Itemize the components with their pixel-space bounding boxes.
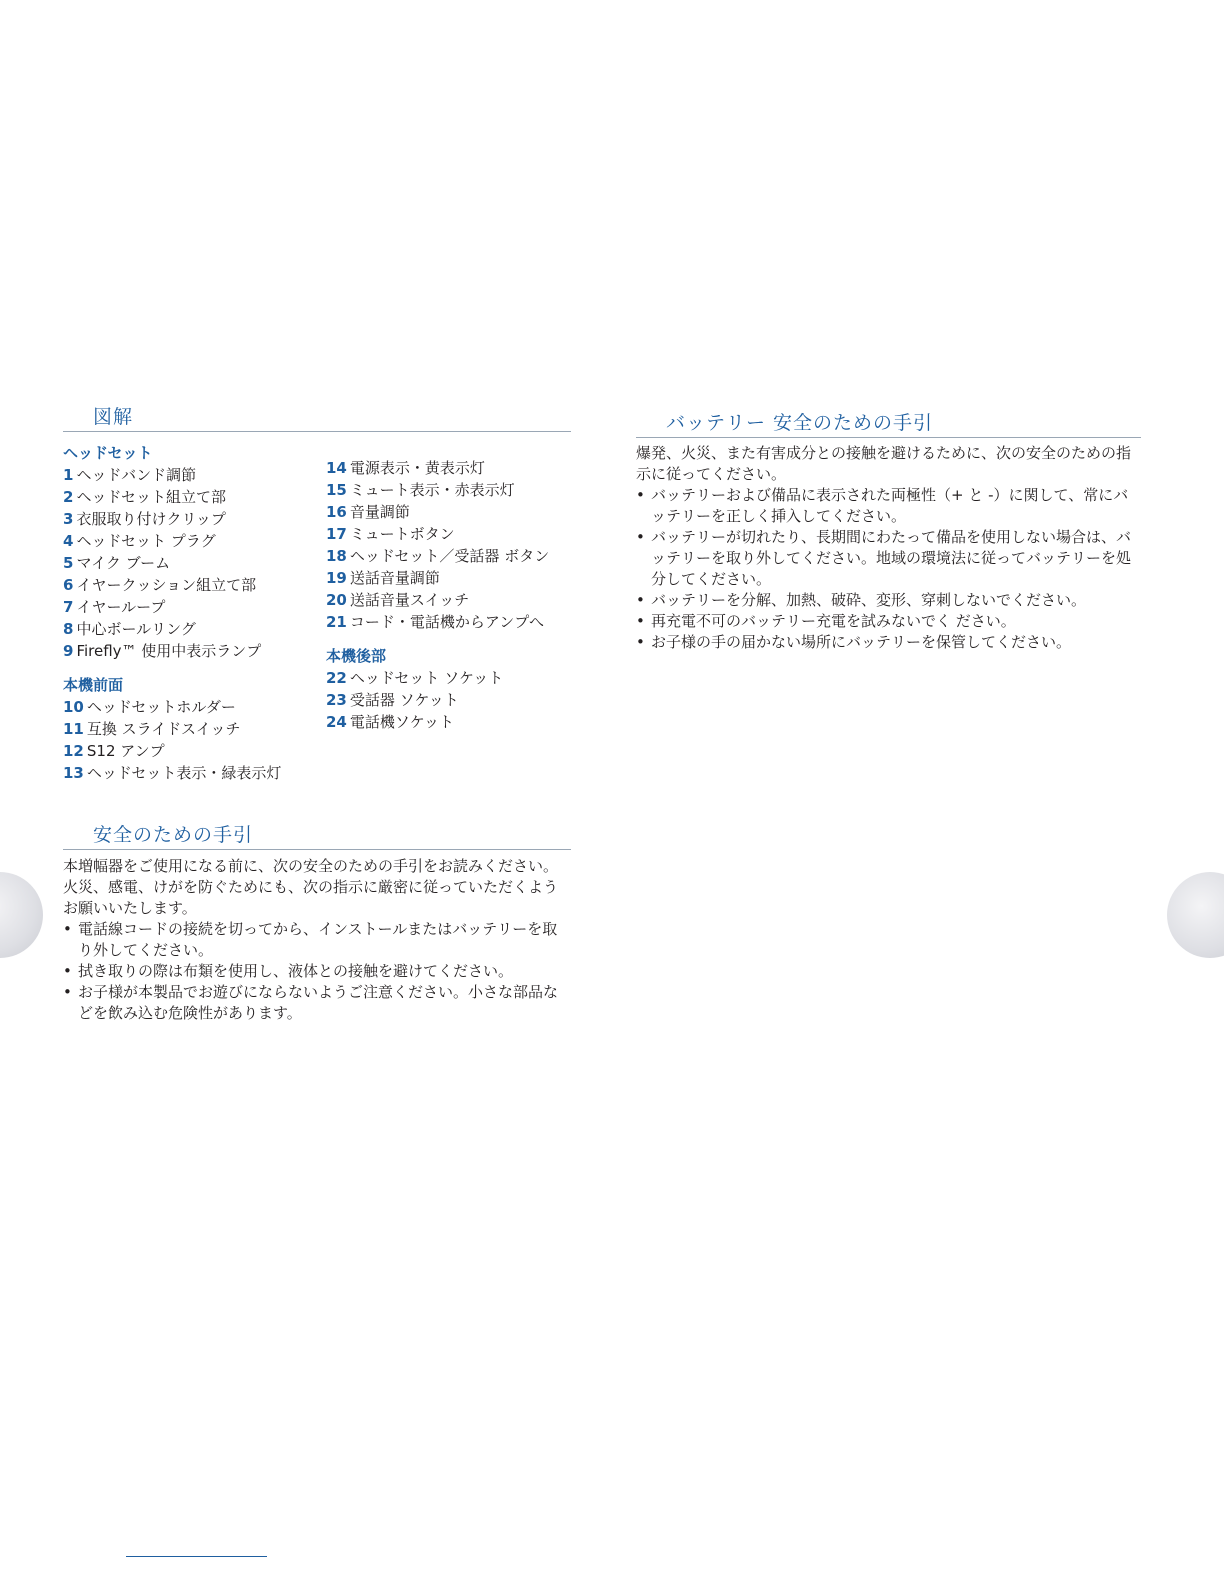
list-item	[63, 919, 568, 961]
battery-intro: 爆発、火災、また有害成分との接触を避けるために、次の安全のための指示に従ってください。	[636, 444, 1132, 483]
diagram-list-left	[63, 442, 318, 784]
list-item	[326, 667, 576, 689]
safety-heading-text: 安全のための手引	[93, 824, 254, 846]
item-number: 23	[326, 691, 347, 709]
list-item	[63, 982, 568, 1024]
item-text: マイク ブーム	[76, 554, 171, 572]
item-number: 8	[63, 620, 74, 638]
battery-bullet-text: 再充電不可のバッテリー充電を試みないでく ださい。	[651, 612, 1016, 630]
safety-bullet-text: お子様が本製品でお遊びにならないようご注意ください。小さな部品などを飲み込む危険性があります。	[78, 983, 559, 1022]
item-text: 送話音量スイッチ	[349, 591, 470, 609]
item-number: 17	[326, 525, 347, 543]
safety-bullet-text: 電話線コードの接続を切ってから、インストールまたはバッテリーを取り外してください。	[78, 920, 558, 959]
item-number: 16	[326, 503, 347, 521]
item-number: 19	[326, 569, 347, 587]
item-number: 18	[326, 547, 347, 565]
item-number: 13	[63, 764, 84, 782]
page-tab-right	[1167, 872, 1224, 958]
safety-body	[63, 856, 568, 1024]
list-item	[636, 485, 1131, 527]
bullet-mark: •	[63, 962, 72, 980]
list-item	[326, 545, 576, 567]
bullet-mark: •	[636, 486, 645, 504]
item-text: 電話機ソケット	[349, 713, 454, 731]
item-number: 22	[326, 669, 347, 687]
list-item	[636, 527, 1131, 590]
list-item	[636, 590, 1131, 611]
item-number: 10	[63, 698, 84, 716]
safety-heading	[63, 820, 571, 850]
item-number: 15	[326, 481, 347, 499]
item-text: Firefly™ 使用中表示ランプ	[76, 642, 262, 660]
item-text: ヘッドセットホルダー	[86, 698, 236, 716]
item-number: 12	[63, 742, 84, 760]
item-text: 互換 スライドスイッチ	[86, 720, 241, 738]
diagram-heading-text: 図解	[93, 406, 134, 428]
item-number: 2	[63, 488, 74, 506]
item-text: イヤークッション組立て部	[76, 576, 257, 594]
battery-body	[636, 443, 1131, 653]
item-number: 21	[326, 613, 347, 631]
item-text: ヘッドセット ソケット	[349, 669, 504, 687]
bullet-mark: •	[63, 920, 72, 938]
item-text: イヤーループ	[76, 598, 166, 616]
item-number: 5	[63, 554, 74, 572]
item-number: 24	[326, 713, 347, 731]
bullet-mark: •	[636, 528, 645, 546]
list-item	[326, 523, 576, 545]
rear-subheading: 本機後部	[326, 647, 387, 665]
item-text: 送話音量調節	[349, 569, 440, 587]
safety-bullet-text: 拭き取りの際は布類を使用し、液体との接触を避けてください。	[78, 962, 514, 980]
item-text: 受話器 ソケット	[349, 691, 459, 709]
bullet-mark: •	[636, 612, 645, 630]
list-item	[326, 479, 576, 501]
headset-subheading: ヘッドセット	[63, 444, 153, 462]
list-item	[326, 501, 576, 523]
diagram-heading	[63, 402, 571, 432]
footer-rule	[126, 1556, 267, 1557]
battery-bullet-text: お子様の手の届かない場所にバッテリーを保管してください。	[651, 633, 1072, 651]
bullet-mark: •	[63, 983, 72, 1001]
diagram-list-right	[326, 457, 576, 733]
list-item	[63, 762, 318, 784]
item-number: 6	[63, 576, 74, 594]
bullet-mark: •	[636, 633, 645, 651]
list-item	[63, 486, 318, 508]
item-number: 14	[326, 459, 347, 477]
battery-bullet-text: バッテリーおよび備品に表示された両極性（+ と -）に関して、常にバッテリーを正しく挿入してください。	[651, 486, 1129, 525]
list-item	[326, 711, 576, 733]
list-item	[326, 589, 576, 611]
bullet-mark: •	[636, 591, 645, 609]
list-item	[326, 457, 576, 479]
front-items-left	[63, 696, 318, 784]
item-text: ヘッドセット表示・緑表示灯	[86, 764, 282, 782]
item-text: 電源表示・黄表示灯	[349, 459, 485, 477]
item-text: ヘッドセット／受話器 ボタン	[349, 547, 550, 565]
list-item	[63, 718, 318, 740]
item-number: 20	[326, 591, 347, 609]
safety-intro: 本増幅器をご使用になる前に、次の安全のための手引をお読みください。火災、感電、けがを防ぐためにも、次の指示に厳密に従っていただくようお願いいたします。	[63, 857, 559, 917]
list-item	[63, 596, 318, 618]
item-text: コード・電話機からアンプへ	[349, 613, 544, 631]
battery-bullet-text: バッテリーが切れたり、長期間にわたって備品を使用しない場合は、バッテリーを取り外してください。地域の環境法に従ってバッテリーを処分してください。	[651, 528, 1132, 588]
item-text: ヘッドセット組立て部	[76, 488, 226, 506]
battery-heading	[636, 408, 1141, 438]
item-text: 衣服取り付けクリップ	[76, 510, 226, 528]
item-text: 音量調節	[349, 503, 410, 521]
item-text: ヘッドバンド調節	[76, 466, 197, 484]
rear-items	[326, 667, 576, 733]
list-item	[63, 696, 318, 718]
front-items-right	[326, 457, 576, 633]
item-text: ミュートボタン	[349, 525, 455, 543]
list-item	[326, 689, 576, 711]
page-tab-left	[0, 872, 43, 958]
item-number: 1	[63, 466, 74, 484]
item-number: 9	[63, 642, 74, 660]
item-number: 7	[63, 598, 74, 616]
battery-bullet-text: バッテリーを分解、加熱、破砕、変形、穿刺しないでください。	[651, 591, 1087, 609]
item-text: 中心ボールリング	[76, 620, 196, 638]
item-text: ヘッドセット プラグ	[76, 532, 216, 550]
list-item	[326, 567, 576, 589]
list-item	[63, 508, 318, 530]
list-item	[63, 740, 318, 762]
list-item	[63, 530, 318, 552]
list-item	[636, 611, 1131, 632]
item-number: 3	[63, 510, 74, 528]
list-item	[63, 552, 318, 574]
item-text: ミュート表示・赤表示灯	[349, 481, 515, 499]
list-item	[63, 640, 318, 662]
front-subheading: 本機前面	[63, 676, 124, 694]
battery-heading-text: バッテリー 安全のための手引	[666, 412, 934, 434]
list-item	[326, 611, 576, 633]
item-number: 4	[63, 532, 74, 550]
list-item	[63, 618, 318, 640]
headset-items	[63, 464, 318, 662]
item-text: S12 アンプ	[86, 742, 165, 760]
list-item	[63, 464, 318, 486]
list-item	[636, 632, 1131, 653]
list-item	[63, 574, 318, 596]
list-item	[63, 961, 568, 982]
item-number: 11	[63, 720, 84, 738]
